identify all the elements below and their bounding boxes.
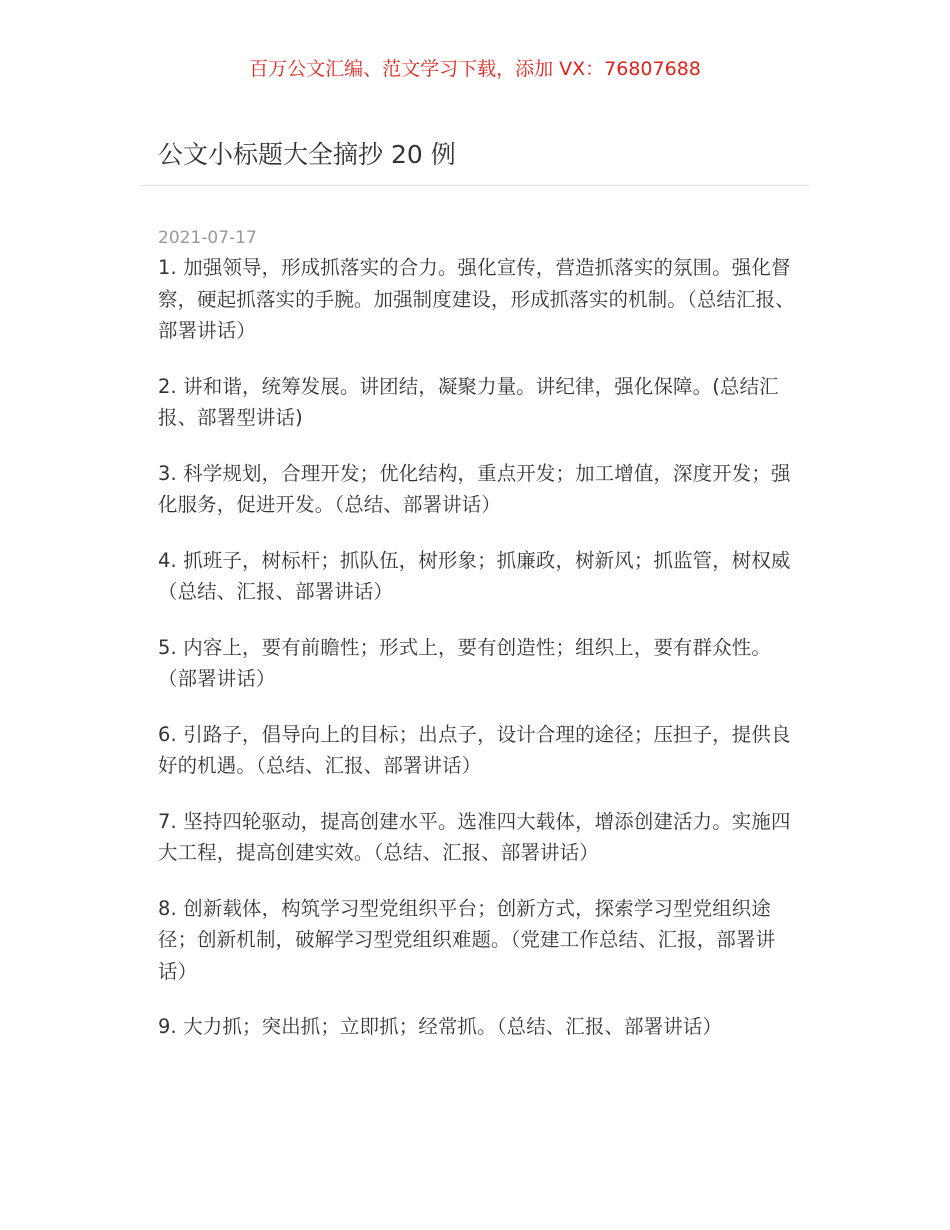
- list-item: 9. 大力抓；突出抓；立即抓；经常抓。（总结、汇报、部署讲话）: [158, 1015, 723, 1038]
- list-item: 4. 抓班子，树标杆；抓队伍，树形象；抓廉政，树新风；抓监管，树权威（总结、汇报、部署讲话）: [158, 548, 791, 603]
- article-title: 公文小标题大全摘抄 20 例: [158, 140, 456, 169]
- list-item: 1. 加强领导，形成抓落实的合力。强化宣传，营造抓落实的氛围。强化督察，硬起抓落实的手腕。加强制度建设，形成抓落实的机制。（总结汇报、部署讲话）: [158, 256, 795, 342]
- list-item: 7. 坚持四轮驱动，提高创建水平。选准四大载体，增添创建活力。实施四大工程，提高创建实效。（总结、汇报、部署讲话）: [158, 809, 791, 864]
- article-body: [158, 252, 796, 1067]
- list-item: 3. 科学规划，合理开发；优化结构，重点开发；加工增值，深度开发；强化服务，促进开发。（总结、部署讲话）: [158, 461, 791, 516]
- list-item: 6. 引路子，倡导向上的目标；出点子，设计合理的途径；压担子，提供良好的机遇。（总结、汇报、部署讲话）: [158, 722, 791, 777]
- title-divider: [140, 185, 810, 186]
- list-item: 5. 内容上，要有前瞻性；形式上，要有创造性；组织上，要有群众性。（部署讲话）: [158, 635, 771, 690]
- promo-banner: 百万公文汇编、范文学习下载，添加 VX：76807688: [249, 58, 701, 80]
- list-item: 2. 讲和谐，统筹发展。讲团结，凝聚力量。讲纪律，强化保障。(总结汇报、部署型讲话): [158, 374, 779, 429]
- article-date: 2021-07-17: [158, 228, 257, 248]
- list-item: 8. 创新载体，构筑学习型党组织平台；创新方式，探索学习型党组织途径；创新机制，破解学习型党组织难题。（党建工作总结、汇报，部署讲话）: [158, 896, 776, 983]
